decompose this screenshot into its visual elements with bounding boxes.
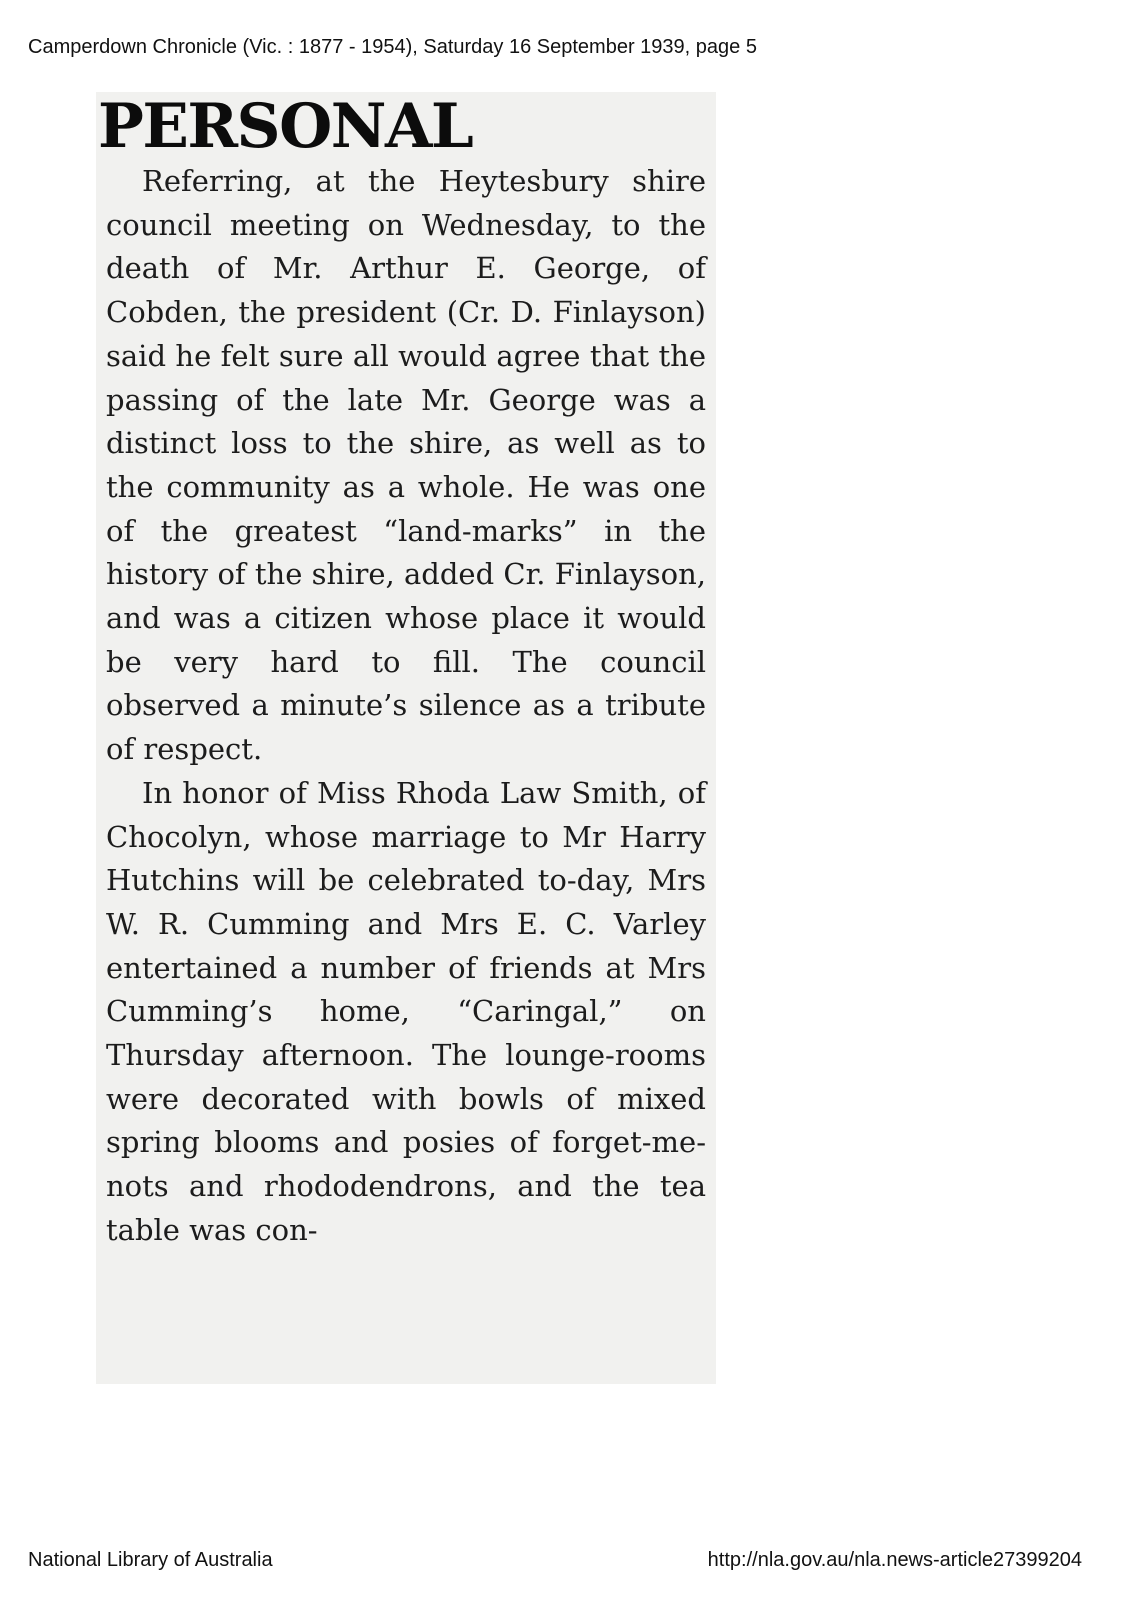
paragraph-wedding: In honor of Miss Rhoda Law Smith, of Chocolyn, whose marriage to Mr Harry Hutchins will be celebrated to-day, Mrs W. R. Cumming and Mrs E. C. Varley entertained a number of friends at Mrs Cumming’s home, “Caringal,” on Thursday afternoon. The lounge-rooms were decorated with bowls of mixed spring blooms and posies of forget-me-nots and rhododendrons, and the tea table was con- xyxy=(106,775,706,1247)
headline: PERSONAL xyxy=(98,92,473,162)
paragraph-tribute: Referring, at the Heytesbury shire council meeting on Wednesday, to the death of Mr. Arthur E. George, of Cobden, the president (Cr. D. Finlayson) said he felt sure all would agree that the passing of the late Mr. George was a distinct loss to the shire, as well as to the community as a whole. He was one of the greatest “land-marks” in the history of the shire, added Cr. Finlayson, and was a citizen whose place it would be very hard to fill. The council observed a minute’s silence as a tribute of respect. xyxy=(106,164,706,767)
source-credit: National Library of Australia xyxy=(28,1549,273,1571)
article-body xyxy=(106,160,706,1253)
article-url[interactable]: http://nla.gov.au/nla.news-article27399204 xyxy=(707,1549,1082,1571)
newspaper-clipping xyxy=(96,92,716,1384)
article-citation: Camperdown Chronicle (Vic. : 1877 - 1954), Saturday 16 September 1939, page 5 xyxy=(28,36,757,58)
